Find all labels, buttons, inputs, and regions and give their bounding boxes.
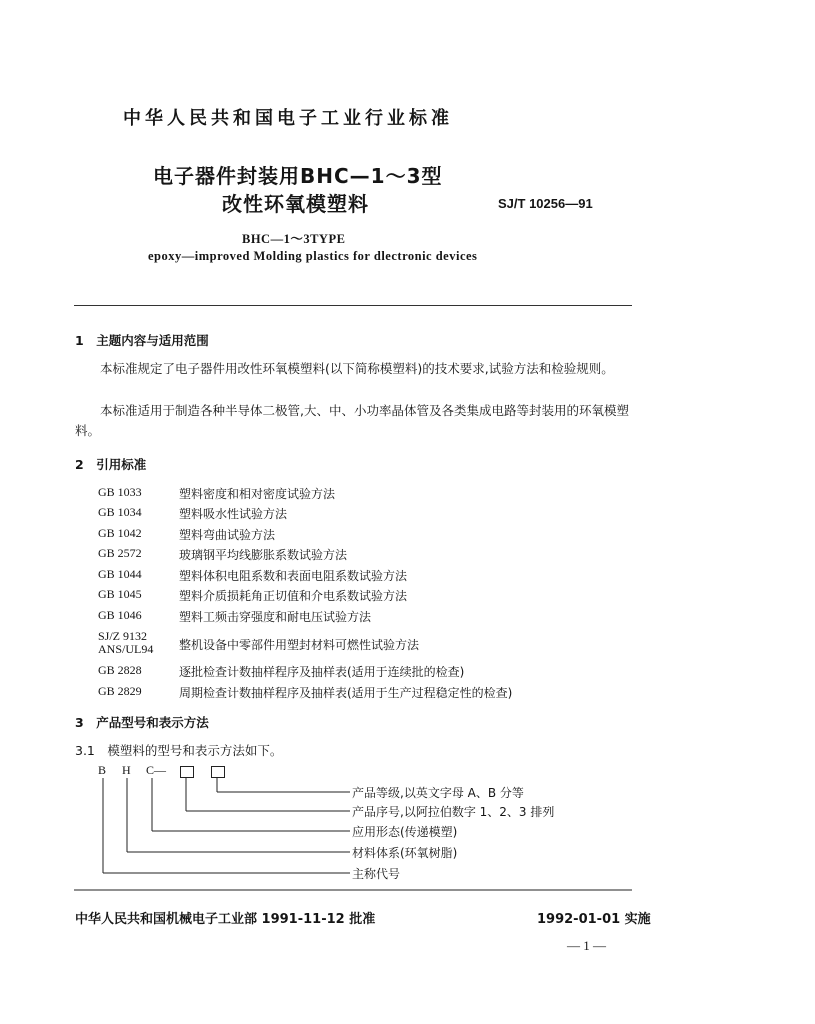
- approval-statement: 中华人民共和国机械电子工业部 1991-11-12 批准: [75, 912, 376, 927]
- section-1-paragraph-2-text: 本标准适用于制造各种半导体二极管,大、中、小功率晶体管及各类集成电路等封装用的环氧模塑料。: [75, 403, 629, 438]
- reference-code: GB 1034: [98, 505, 142, 519]
- designation-letter-h: H: [122, 763, 131, 777]
- reference-title: 玻璃钢平均线膨胀系数试验方法: [179, 548, 348, 562]
- page-number: — 1 —: [567, 938, 606, 953]
- reference-code-secondary: ANS/UL94: [98, 642, 154, 656]
- reference-code: GB 1045: [98, 587, 142, 601]
- document-title-line1: 电子器件封装用BHC—1～3型: [153, 164, 443, 188]
- section-1-heading: 1 主题内容与适用范围: [75, 333, 209, 348]
- reference-title: 塑料介质损耗角正切值和介电系数试验方法: [179, 589, 408, 603]
- reference-title: 塑料体积电阻系数和表面电阻系数试验方法: [179, 569, 408, 583]
- reference-title: 塑料吸水性试验方法: [179, 507, 288, 521]
- reference-code: GB 1046: [98, 608, 142, 622]
- reference-code: GB 2828: [98, 663, 142, 677]
- standard-type: 中华人民共和国电子工业行业标准: [123, 108, 453, 129]
- designation-label-form: 应用形态(传递模塑): [352, 825, 458, 839]
- english-title-line2: epoxy—improved Molding plastics for dlectronic devices: [148, 249, 478, 263]
- reference-title: 逐批检查计数抽样程序及抽样表(适用于连续批的检查): [179, 665, 465, 679]
- reference-code: SJ/Z 9132: [98, 629, 148, 643]
- designation-letter-c: C—: [146, 763, 167, 777]
- designation-letter-b: B: [98, 763, 107, 777]
- designation-label-main: 主称代号: [352, 867, 401, 881]
- section-1-paragraph-1-text: 本标准规定了电子器件用改性环氧模塑料(以下简称模塑料)的技术要求,试验方法和检验规则。: [100, 361, 614, 376]
- section-3-1-text: 3.1 模塑料的型号和表示方法如下。: [75, 743, 283, 758]
- reference-title: 周期检查计数抽样程序及抽样表(适用于生产过程稳定性的检查): [179, 686, 513, 700]
- english-title-line1: BHC—1～3TYPE: [242, 232, 346, 246]
- section-3-heading: 3 产品型号和表示方法: [75, 715, 209, 730]
- reference-code: GB 2829: [98, 684, 142, 698]
- standard-code: SJ/T 10256—91: [498, 196, 593, 211]
- reference-title: 塑料密度和相对密度试验方法: [179, 487, 336, 501]
- designation-label-material: 材料体系(环氧树脂): [352, 846, 458, 860]
- implementation-date: 1992-01-01 实施: [537, 912, 651, 927]
- reference-title: 塑料工频击穿强度和耐电压试验方法: [179, 610, 372, 624]
- reference-code: GB 1044: [98, 567, 142, 581]
- section-2-heading: 2 引用标准: [75, 457, 147, 472]
- reference-title: 塑料弯曲试验方法: [179, 528, 276, 542]
- document-title-line2: 改性环氧模塑料: [222, 192, 369, 216]
- reference-code: GB 1042: [98, 526, 142, 540]
- reference-code: GB 2572: [98, 546, 142, 560]
- reference-title: 整机设备中零部件用塑封材料可燃性试验方法: [179, 638, 420, 652]
- designation-label-serial: 产品序号,以阿拉伯数字 1、2、3 排列: [352, 805, 555, 819]
- designation-label-grade: 产品等级,以英文字母 A、B 分等: [352, 786, 524, 800]
- reference-code: GB 1033: [98, 485, 142, 499]
